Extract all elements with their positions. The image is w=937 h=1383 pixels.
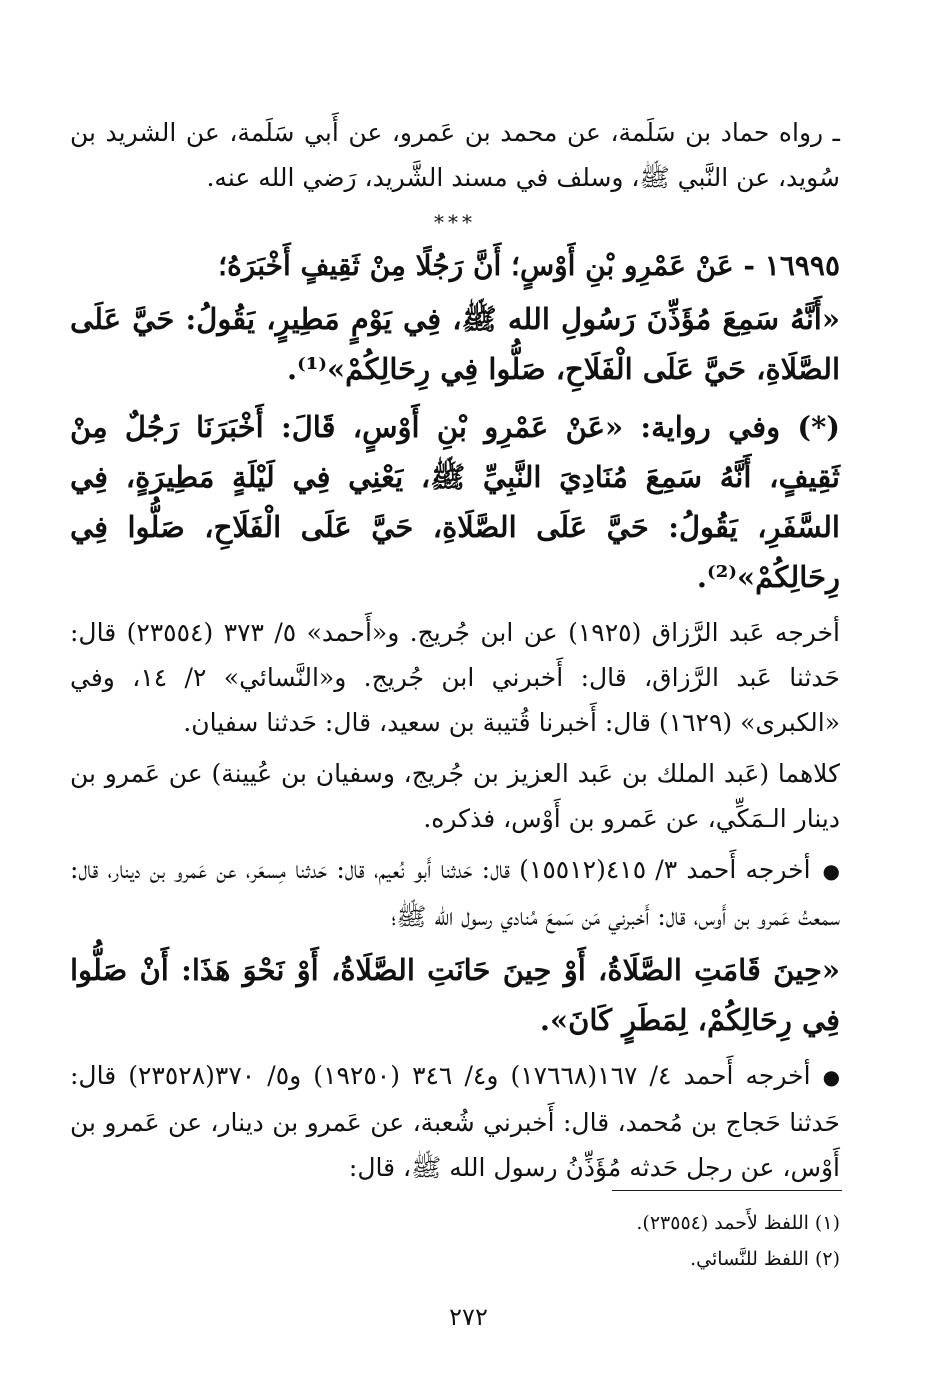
bullet-icon: ● (822, 859, 840, 883)
footnote-1: (١) اللفظ لأَحمد (٢٣٥٥٤). (636, 1212, 840, 1234)
hadith-title: عَنْ عَمْرِو بْنِ أَوْسٍ؛ أَنَّ رَجُلًا مِنْ ثَقِيفٍ أَخْبَرَهُ؛ (218, 249, 734, 282)
bullet-paragraph-2 (70, 1053, 840, 1190)
bullet-text-1: أخرجه أَحمد ٣/ ٤١٥(١٥٥١٢) قال: حَدثنا أَبو نُعيم، قال: حَدثنا مِسعَر، عن عَمرو بن دينار، قال: سمعتُ عَمرو بن أَوس، قال: أَخبرني مَن سَمعَ مُنادي رسول الله ﷺ؛ (70, 855, 840, 931)
bullet-paragraph-1 (70, 847, 840, 939)
hadith-text-1: «أَنَّهُ سَمِعَ مُؤَذِّنَ رَسُولِ الله ﷺ، فِي يَوْمٍ مَطِيرٍ، يَقُولُ: حَيَّ عَلَى الصَّلَاةِ، حَيَّ عَلَى الْفَلَاحِ، صَلُّوا فِي رِحَالِكُمْ»⁽¹⁾. (70, 302, 840, 386)
hadith-text-2: (*) وفي رواية: «عَنْ عَمْرِو بْنِ أَوْسٍ، قَالَ: أَخْبَرَنَا رَجُلٌ مِنْ ثَقِيفٍ، أَنَّهُ سَمِعَ مُنَادِيَ النَّبِيِّ ﷺ، يَعْنِي فِي لَيْلَةٍ مَطِيرَةٍ، فِي السَّفَرِ، يَقُولُ: حَيَّ عَلَى الصَّلَاةِ، حَيَّ عَلَى الْفَلَاحِ، صَلُّوا فِي رِحَالِكُمْ»⁽²⁾. (70, 410, 840, 594)
takhrij-paragraph-1: أخرجه عَبد الرَّزاق (١٩٢٥) عن ابن جُريج. و«أَحمد» ٥/ ٣٧٣ (٢٣٥٥٤) قال: حَدثنا عَبد الرَّزاق، قال: أَخبرني ابن جُريج. و«النَّسائي» ٢/ ١٤، وفي «الكبرى» (١٦٢٩) قال: أَخبرنا قُتيبة بن سعيد، قال: حَدثنا سفيان. (70, 618, 840, 737)
page-body (70, 110, 840, 1196)
footnote-divider (612, 1190, 842, 1191)
footnotes (100, 1205, 840, 1277)
footnote-2: (٢) اللفظ للنَّسائي. (690, 1248, 840, 1270)
hadith-text-3: «حِينَ قَامَتِ الصَّلَاةُ، أَوْ حِينَ حَانَتِ الصَّلَاةُ، أَوْ نَحْوَ هَذَا: أَنْ صَلُّوا فِي رِحَالِكُمْ، لِمَطَرٍ كَانَ». (70, 953, 840, 1037)
page-number: ٢٧٢ (449, 1303, 488, 1331)
hadith-number: ١٦٩٩٥ - (743, 249, 840, 282)
bullet-icon: ● (822, 1065, 841, 1089)
bullet-text-2: أخرجه أَحمد ٤/ ١٦٧(١٧٦٦٨) و٤/ ٣٤٦ (١٩٢٥٠) و٥/ ٣٧٠(٢٣٥٢٨) قال: حَدثنا حَجاج بن مُحمد، قال: أَخبرني شُعبة، عن عَمرو بن دينار، عن عَمرو بن أَوْس، عن رجل حَدثه مُؤَذِّنُ رسول الله ﷺ، قال: (70, 1061, 840, 1182)
section-separator: *** (434, 210, 476, 234)
takhrij-paragraph-2: كلاهما (عَبد الملك بن عَبد العزيز بن جُريج، وسفيان بن عُيينة) عن عَمرو بن دينار الـمَكِّي، عن عَمرو بن أَوْس، فذكره. (70, 759, 840, 833)
intro-paragraph: ـ رواه حماد بن سَلَمة، عن محمد بن عَمرو، عن أَبي سَلَمة، عن الشريد بن سُويد، عن النَّبي ﷺ، وسلف في مسند الشَّريد، رَضي الله عنه. (70, 118, 840, 192)
hadith-heading (70, 242, 840, 290)
